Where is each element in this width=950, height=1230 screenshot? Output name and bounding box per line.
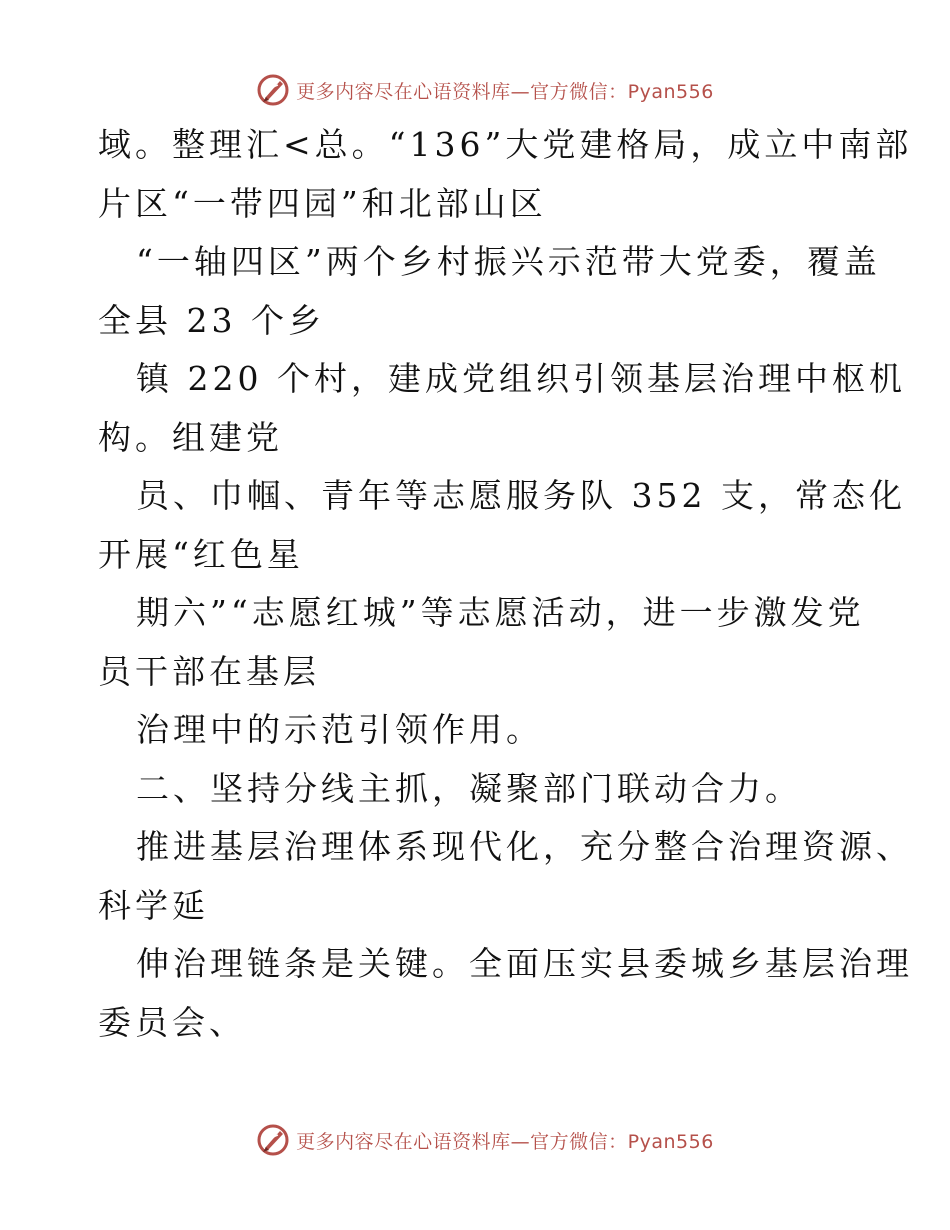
paragraph-line: 期六”“志愿红城”等志愿活动，进一步激发党 [136, 593, 865, 632]
document-body [98, 116, 913, 1052]
paragraph-line: 委员会、 [98, 1002, 246, 1042]
paragraph-line: 构。组建党 [98, 417, 283, 457]
paragraph-line: 开展“红色星 [98, 534, 304, 574]
footer-watermark-banner [0, 1120, 950, 1160]
paragraph-line: “一轴四区”两个乡村振兴示范带大党委，覆盖 [136, 242, 881, 281]
paragraph-line: 全县 23 个乡 [98, 300, 325, 340]
header-watermark-text: 更多内容尽在心语资料库—官方微信：Pyan556 [296, 80, 714, 103]
paragraph-line: 科学延 [98, 885, 209, 925]
paragraph-line: 治理中的示范引领作用。 [136, 710, 543, 749]
header-watermark-banner [0, 70, 950, 110]
paragraph-line: 二、坚持分线主抓，凝聚部门联动合力。 [136, 768, 802, 808]
paragraph-line: 镇 220 个村，建成党组织引领基层治理中枢机 [136, 359, 906, 398]
paragraph-line: 片区“一带四园”和北部山区 [98, 183, 547, 223]
paragraph-line: 员干部在基层 [98, 651, 320, 691]
paragraph-line: 伸治理链条是关键。全面压实县委城乡基层治理 [136, 944, 913, 983]
footer-watermark-text: 更多内容尽在心语资料库—官方微信：Pyan556 [296, 1130, 714, 1153]
paragraph-line: 域。整理汇<总。“136”大党建格局，成立中南部 [98, 125, 913, 164]
paragraph-line: 推进基层治理体系现代化，充分整合治理资源、 [136, 827, 913, 866]
quill-pen-logo-icon [256, 1123, 290, 1157]
paragraph-line: 员、巾帼、青年等志愿服务队 352 支，常态化 [136, 476, 906, 515]
quill-pen-logo-icon [256, 73, 290, 107]
